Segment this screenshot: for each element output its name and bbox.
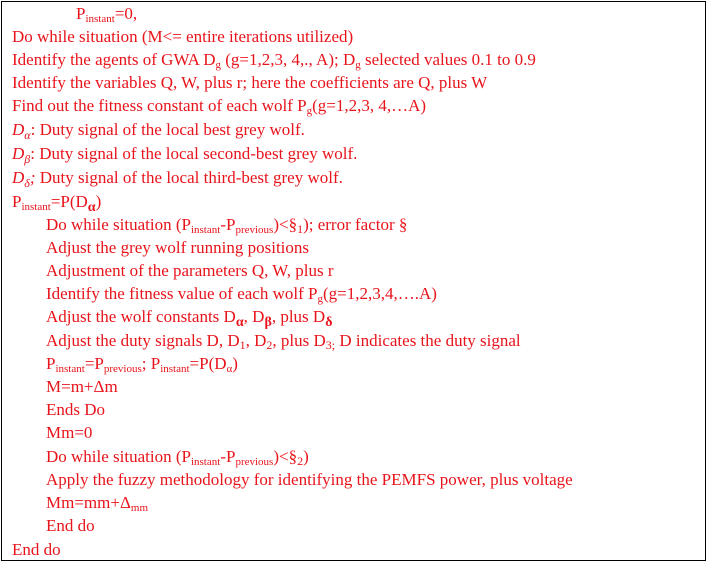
line-mm-init: Mm=0 [46,423,93,442]
line-ends-do: Ends Do [46,400,106,419]
line-mm-increment: $Mm=mm+\Delta_{mm}$ [46,493,149,514]
line-p-instant-assign: $P_{instant}=P(D_\alpha)$ [12,192,102,215]
line-d-alpha: $D_\alpha$: Duty signal of the local best grey wolf. [12,120,305,142]
line-adjust-positions: Adjust the grey wolf running positions [46,238,310,257]
line-adjust-constants: Adjust the wolf constants $D_\alpha$, $D_\beta$, plus $D_\delta$ [46,307,333,330]
algorithm-box [1,1,706,561]
line-identify-agents: Identify the agents of GWA $D_g$ (g=1,2,3, 4,., A); $D_g$ selected values 0.1 to 0.9 [12,50,536,71]
line-fitness-constant: Find out the fitness constant of each wolf $P_g(g=1,2,3$, 4,…A) [12,96,427,117]
line-adjust-parameters: Adjustment of the parameters Q, W, plus r [46,261,334,280]
line-apply-fuzzy: Apply the fuzzy methodology for identifying the PEMFS power, plus voltage [46,470,573,489]
line-p-instant-init: $P_{instant}=0$, [76,4,138,25]
line-adjust-duty-signals: Adjust the duty signals D, D1, D2, plus D3; D indicates the duty signal [46,331,521,352]
line-m-increment: M=m+Δm [46,377,118,396]
line-p-update: $P_{instant}=P_{previous}$; $P_{instant}=P(D_\alpha)$ [46,354,238,375]
line-inner-while-1: Do while situation $(P_{instant}-P_{previous})<\S 1$); error factor § [46,215,408,236]
line-identify-variables: Identify the variables Q, W, plus r; here the coefficients are Q, plus W [12,73,488,92]
line-inner-while-2: Do while situation $(P_{instant}-P_{previous})<\S 2$) [46,447,309,468]
line-outer-while: Do while situation (M<= entire iterations utilized) [12,27,354,46]
line-d-beta: $D_\beta$: Duty signal of the local second-best grey wolf. [12,144,358,166]
line-end-do-outer: End do [12,540,61,559]
line-end-do-inner: End do [46,516,95,535]
line-fitness-value: Identify the fitness value of each wolf $P_g(g=1,2,3,4,\dots.A)$ [46,284,437,305]
line-d-delta: $D_\delta$; Duty signal of the local third-best grey wolf. [12,168,343,190]
